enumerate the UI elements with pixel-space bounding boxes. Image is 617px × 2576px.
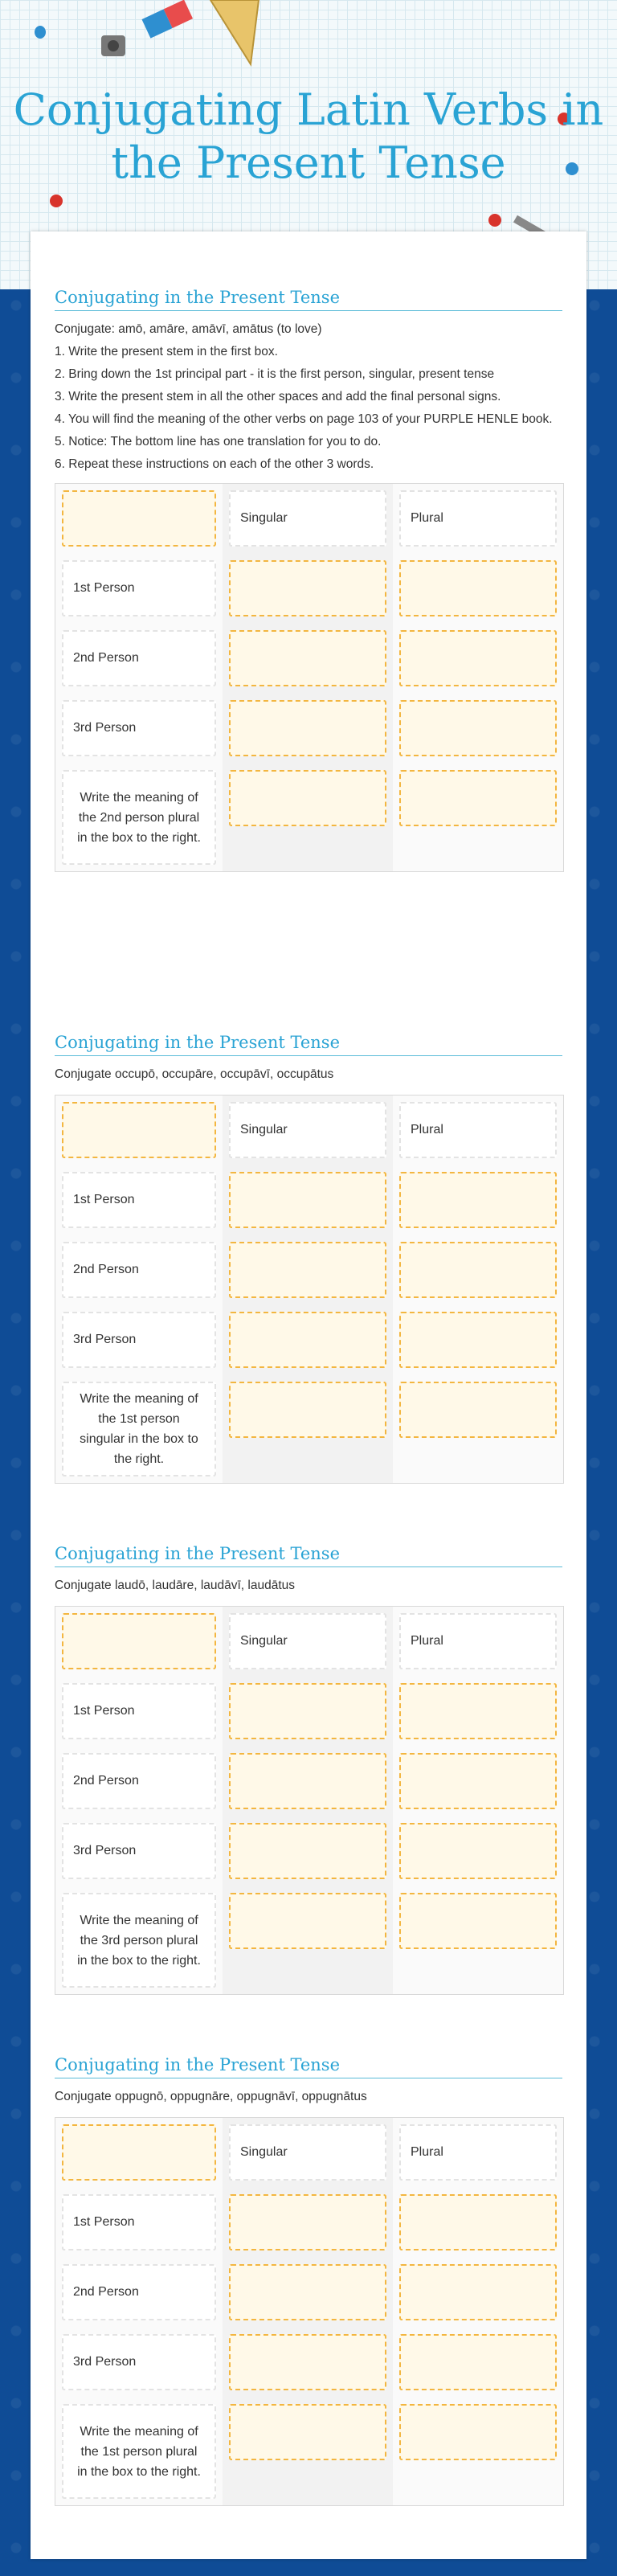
section-4 [55,2052,562,2506]
section-title: Conjugating in the Present Tense [55,285,562,311]
2nd-plural-input[interactable] [399,630,557,686]
row-label-2nd-person: 2nd Person [62,630,216,686]
verb-line: Conjugate: amō, amāre, amāvī, amātus (to love) [55,322,322,336]
plural-header: Plural [399,2124,557,2181]
row-label-2nd-person: 2nd Person [62,1753,216,1809]
section-title: Conjugating in the Present Tense [55,1030,562,1056]
3rd-singular-input[interactable] [229,1823,386,1879]
meaning-singular-input[interactable] [229,1382,386,1438]
conjugation-table [55,1095,564,1484]
present-stem-input[interactable] [62,1613,216,1669]
worksheet-card [31,231,586,2559]
3rd-singular-input[interactable] [229,700,386,756]
meaning-prompt: Write the meaning of the 1st person plural in the box to the right. [62,2404,216,2499]
meaning-plural-input[interactable] [399,770,557,826]
instruction-2: 2. Bring down the 1st principal part - it is the first person, singular, present tense [55,367,495,381]
present-stem-input[interactable] [62,2124,216,2181]
3rd-plural-input[interactable] [399,2334,557,2390]
meaning-plural-input[interactable] [399,2404,557,2460]
pushpin-icon [47,191,66,211]
row-label-1st-person: 1st Person [62,1683,216,1739]
instruction-3: 3. Write the present stem in all the other spaces and add the final personal signs. [55,390,501,403]
1st-singular-input[interactable] [229,1683,386,1739]
instruction-5: 5. Notice: The bottom line has one translation for you to do. [55,435,382,448]
row-label-3rd-person: 3rd Person [62,1823,216,1879]
row-label-2nd-person: 2nd Person [62,1242,216,1298]
ruler-icon [178,0,267,72]
row-label-1st-person: 1st Person [62,560,216,616]
row-label-1st-person: 1st Person [62,1172,216,1228]
3rd-singular-input[interactable] [229,1312,386,1368]
row-label-1st-person: 1st Person [62,2194,216,2250]
plural-header: Plural [399,490,557,547]
conjugation-table [55,1606,564,1995]
pushpin-icon [485,211,505,230]
singular-header: Singular [229,1102,386,1158]
2nd-plural-input[interactable] [399,1753,557,1809]
instruction-4: 4. You will find the meaning of the other verbs on page 103 of your PURPLE HENLE book. [55,412,553,426]
plural-header: Plural [399,1102,557,1158]
meaning-prompt: Write the meaning of the 2nd person plural in the box to the right. [62,770,216,865]
3rd-plural-input[interactable] [399,1823,557,1879]
singular-header: Singular [229,2124,386,2181]
singular-header: Singular [229,1613,386,1669]
verb-line: Conjugate laudō, laudāre, laudāvī, laudātus [55,1579,296,1592]
section-1 [55,285,562,872]
3rd-plural-input[interactable] [399,700,557,756]
conjugation-table [55,483,564,872]
1st-singular-input[interactable] [229,1172,386,1228]
section-3 [55,1541,562,1995]
meaning-singular-input[interactable] [229,770,386,826]
row-label-3rd-person: 3rd Person [62,1312,216,1368]
verb-line: Conjugate oppugnō, oppugnāre, oppugnāvī, oppugnātus [55,2090,367,2103]
row-label-2nd-person: 2nd Person [62,2264,216,2320]
2nd-singular-input[interactable] [229,1242,386,1298]
3rd-singular-input[interactable] [229,2334,386,2390]
2nd-plural-input[interactable] [399,2264,557,2320]
meaning-prompt: Write the meaning of the 1st person singular in the box to the right. [62,1382,216,1476]
2nd-singular-input[interactable] [229,2264,386,2320]
2nd-singular-input[interactable] [229,630,386,686]
pushpin-icon [32,24,56,40]
instruction-1: 1. Write the present stem in the first box. [55,345,278,358]
1st-plural-input[interactable] [399,1172,557,1228]
meaning-plural-input[interactable] [399,1382,557,1438]
instruction-6: 6. Repeat these instructions on each of the other 3 words. [55,457,374,471]
section-2 [55,1030,562,1484]
sharpener-icon [98,29,130,61]
1st-plural-input[interactable] [399,1683,557,1739]
conjugation-table [55,2117,564,2506]
2nd-singular-input[interactable] [229,1753,386,1809]
2nd-plural-input[interactable] [399,1242,557,1298]
1st-singular-input[interactable] [229,560,386,616]
section-title: Conjugating in the Present Tense [55,1541,562,1567]
verb-line: Conjugate occupō, occupāre, occupāvī, occupātus [55,1067,334,1081]
row-label-3rd-person: 3rd Person [62,700,216,756]
present-stem-input[interactable] [62,1102,216,1158]
meaning-singular-input[interactable] [229,2404,386,2460]
page-title: Conjugating Latin Verbs in the Present Tense [13,84,604,188]
plural-header: Plural [399,1613,557,1669]
1st-plural-input[interactable] [399,2194,557,2250]
present-stem-input[interactable] [62,490,216,547]
3rd-plural-input[interactable] [399,1312,557,1368]
meaning-prompt: Write the meaning of the 3rd person plural in the box to the right. [62,1893,216,1988]
section-title: Conjugating in the Present Tense [55,2052,562,2078]
1st-singular-input[interactable] [229,2194,386,2250]
meaning-singular-input[interactable] [229,1893,386,1949]
singular-header: Singular [229,490,386,547]
row-label-3rd-person: 3rd Person [62,2334,216,2390]
meaning-plural-input[interactable] [399,1893,557,1949]
1st-plural-input[interactable] [399,560,557,616]
